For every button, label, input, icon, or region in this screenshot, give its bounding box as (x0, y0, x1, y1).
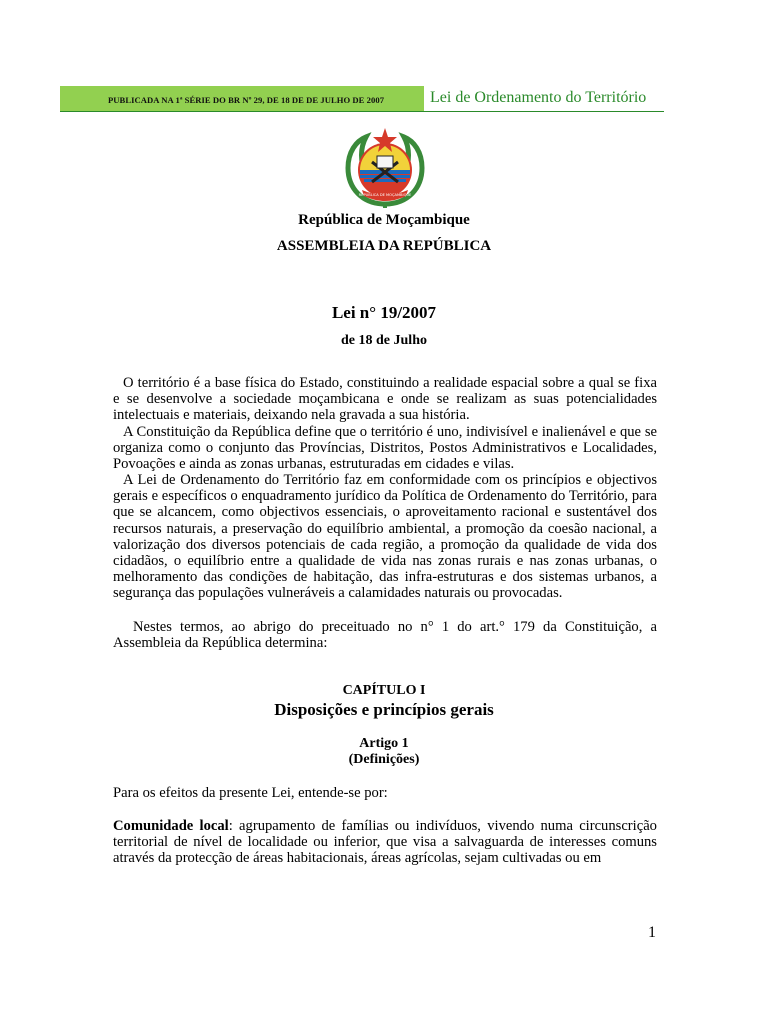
definition-paragraph (113, 818, 657, 867)
preamble-paragraph-2: A Constituição da República define que o território é uno, indivisível e inalienável e que se organiza como o conjunto das Províncias, Distritos, Postos Administrativos e Localidades, Povoações e ainda as zonas urbanas, estruturadas em cidades e vilas. (113, 424, 657, 473)
article-label: Artigo 1 (359, 736, 409, 751)
article-intro: Para os efeitos da presente Lei, entende-se por: (113, 785, 388, 801)
article-subtitle: (Definições) (348, 752, 420, 767)
emblem-banner-text: REPÚBLICA DE MOÇAMBIQUE (358, 193, 412, 197)
preamble-paragraph-3: A Lei de Ordenamento do Território faz em conformidade com os princípios e objectivos gerais e específicos o enquadramento jurídico da Política de Ordenamento do Território, para que se alcancem, como objectivos essenciais, o aproveitamento racional e sustentável dos recursos naturais, a preservação do equilíbrio ambiental, a promoção da coesão nacional, a valorização dos diversos potenciais de cada região, a promoção da qualidade de vida dos cidadãos, o equilíbrio entre a qualidade de vida nas zonas rurais e nas zonas urbanas, o melhoramento das condições de habitação, das infra-estruturas e dos sistemas urbanos, a segurança das populações vulneráveis a calamidades naturais ou provocadas. (113, 472, 657, 602)
assembly-heading: ASSEMBLEIA DA REPÚBLICA (276, 238, 492, 254)
document-title: Lei de Ordenamento do Território (430, 89, 647, 106)
chapter-title: Disposições e princípios gerais (274, 700, 494, 719)
definition-text: : agrupamento de famílias ou indivíduos, vivendo numa circunscrição territorial de nível de localidade ou inferior, que visa a salvaguarda de interesses comuns através da protecção de áreas habitacionais, áreas agrícolas, sejam cultivadas ou em (113, 818, 657, 867)
law-date: de 18 de Julho (341, 333, 427, 348)
preamble-paragraph-1: O território é a base física do Estado, constituindo a realidade espacial sobre a qual se fixa e se desenvolve a sociedade moçambicana e onde se realizam as suas potencialidades intelectuais e materiais, deixando nela gravada a sua história. (113, 375, 657, 424)
header-divider (60, 111, 664, 112)
page-number: 1 (648, 924, 656, 941)
publication-reference: PUBLICADA NA 1ª SÉRIE DO BR Nº 29, DE 18 DE DE JULHO DE 2007 (108, 95, 385, 105)
republic-heading: República de Moçambique (298, 212, 470, 228)
chapter-label: CAPÍTULO I (342, 683, 426, 698)
law-number: Lei n° 19/2007 (331, 303, 437, 322)
mozambique-coat-of-arms-icon (340, 124, 430, 212)
definition-term: Comunidade local (113, 818, 229, 834)
preamble-paragraph-4: Nestes termos, ao abrigo do preceituado no n° 1 do art.° 179 da Constituição, a Assembleia da República determina: (113, 619, 657, 652)
